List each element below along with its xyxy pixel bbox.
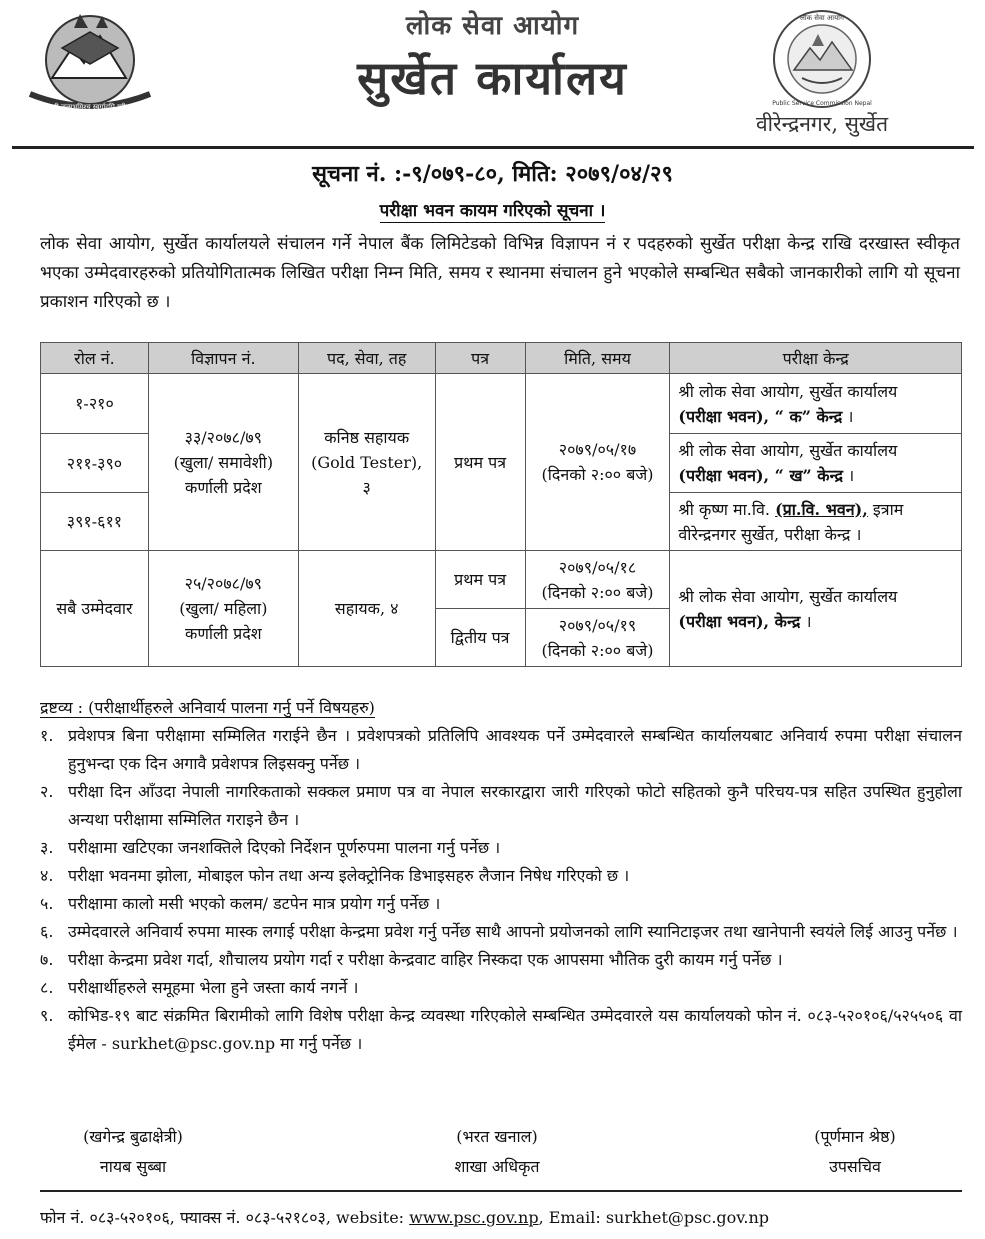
center-end: । xyxy=(843,466,855,485)
note-number: ५. xyxy=(40,894,54,913)
note-number: ९. xyxy=(40,1006,54,1025)
emblem-motto: जननी जन्मभूमिश्च स्वर्गादपि गरीयसी xyxy=(43,103,137,111)
list-item xyxy=(40,722,962,778)
note-text: प्रवेशपत्र बिना परीक्षामा सम्मिलित गराईने छैन । प्रवेशपत्रको प्रतिलिपि आवश्यक पर्ने उम्मेदवारले सम्बन्धित कार्यालयबाट अनिवार्य रुपमा परीक्षा संचालन हुनुभन्दा एक दिन अगावै प्रवेशपत्र लिइसक्नु पर्नेछ । xyxy=(68,726,962,773)
col-header-date-time: मिति, समय xyxy=(525,343,670,374)
footer-contact xyxy=(40,1206,962,1228)
exam-center xyxy=(670,434,962,493)
center-building xyxy=(678,463,953,488)
notice-number: सूचना नं. :-९/०७९-८०, मिति: २०७९/०४/२९ xyxy=(312,161,673,187)
center-building xyxy=(678,404,953,429)
post-level: ३ xyxy=(362,477,371,497)
exam-schedule-table xyxy=(40,342,962,667)
exam-date: २०७९/०५/१७ xyxy=(558,440,637,459)
note-number: २. xyxy=(40,782,54,801)
date-time-cell xyxy=(525,374,670,551)
note-number: ७. xyxy=(40,950,54,969)
center-end: । xyxy=(800,611,812,631)
psc-logo-top-text: लोक सेवा आयोग xyxy=(800,14,844,22)
center-name: श्री लोक सेवा आयोग, सुर्खेत कार्यालय xyxy=(678,441,898,460)
note-number: ८. xyxy=(40,978,54,997)
paper-cell: प्रथम पत्र xyxy=(435,551,525,609)
header-divider xyxy=(12,146,974,149)
ad-category: (खुला/ महिला) xyxy=(179,599,268,618)
list-item xyxy=(40,974,962,1002)
ad-province: कर्णाली प्रदेश xyxy=(185,624,262,643)
exam-time: (दिनको २:०० बजे) xyxy=(541,582,654,602)
notes-title xyxy=(40,696,375,718)
col-header-post: पद, सेवा, तह xyxy=(298,343,435,374)
note-text: परीक्षा दिन आँउदा नेपाली नागरिकताको सक्कल प्रमाण पत्र वा नेपाल सरकारद्वारा जारी गरिएको फोटो सहितको कुनै परिचय-पत्र सहित उपस्थित हुनुहोला अन्यथा परीक्षामा सम्मिलित गराइने छैन । xyxy=(68,782,962,829)
ad-number-cell xyxy=(148,374,298,551)
roll-range: ३९१-६११ xyxy=(41,493,149,551)
center-name xyxy=(678,497,953,522)
exam-date: २०७९/०५/१९ xyxy=(558,615,637,635)
exam-date: २०७९/०५/१८ xyxy=(558,557,637,577)
ad-number: ३३/२०७८/७९ xyxy=(184,427,262,447)
table-row xyxy=(41,374,962,434)
paper-cell: द्वितीय पत्र xyxy=(435,609,525,667)
roll-range: सबै उम्मेदवार xyxy=(41,551,149,667)
list-item xyxy=(40,778,962,834)
date-time-cell xyxy=(525,609,670,667)
post-cell xyxy=(298,374,435,551)
post-name: कनिष्ठ सहायक xyxy=(324,427,410,447)
footer-email: , Email: surkhet@psc.gov.np xyxy=(538,1208,770,1227)
center-name: श्री लोक सेवा आयोग, सुर्खेत कार्यालय xyxy=(678,586,898,606)
center-building-bold: (परीक्षा भवन), केन्द्र xyxy=(678,611,801,631)
col-header-roll: रोल नं. xyxy=(41,343,149,374)
table-row xyxy=(41,551,962,609)
note-text: परीक्षा भवनमा झोला, मोबाइल फोन तथा अन्य इलेक्ट्रोनिक डिभाइसहरु लैजान निषेध गरिएको छ । xyxy=(68,866,630,885)
signatory-title: शाखा अधिकृत xyxy=(454,1157,540,1176)
office-location: वीरेन्द्रनगर, सुर्खेत xyxy=(755,112,889,136)
signatory-title: नायब सुब्बा xyxy=(99,1157,167,1176)
note-number: ४. xyxy=(40,866,54,885)
center-end: । xyxy=(842,406,854,426)
center-address: वीरेन्द्रनगर सुर्खेत, परीक्षा केन्द्र । xyxy=(678,524,862,544)
note-number: १. xyxy=(40,726,54,745)
center-building-bold: (परीक्षा भवन), “ क” केन्द्र xyxy=(678,406,843,426)
notice-subject-text: परीक्षा भवन कायम गरिएको सूचना । xyxy=(379,201,606,221)
list-item xyxy=(40,834,962,862)
col-header-paper: पत्र xyxy=(435,343,525,374)
ad-category: (खुला/ समावेशी) xyxy=(173,452,274,472)
website-link[interactable]: www.psc.gov.np xyxy=(409,1208,539,1227)
footer-phone: फोन नं. ०८३-५२०१०६, फ्याक्स नं. ०८३-५२१८०३, website: xyxy=(40,1208,410,1227)
notice-subject xyxy=(0,198,985,221)
note-number: ६. xyxy=(40,922,54,941)
center-building-bold: (प्रा.वि. भवन), xyxy=(775,499,868,519)
date-time-cell xyxy=(525,551,670,609)
footer-divider xyxy=(40,1190,962,1192)
signature-block xyxy=(770,1122,940,1182)
notes-list xyxy=(40,722,962,1058)
signatory-name: (पूर्णमान श्रेष्ठ) xyxy=(814,1127,896,1146)
psc-logo-bottom-text: Public Service Commission Nepal xyxy=(772,100,872,107)
note-text: परीक्षा केन्द्रमा प्रवेश गर्दा, शौचालय प्रयोग गर्दा र परीक्षा केन्द्रवाट वाहिर निस्कदा एक आपसमा भौतिक दुरी कायम गर्नु पर्नेछ । xyxy=(68,950,783,969)
roll-range: १-२१० xyxy=(41,374,149,434)
note-number: ३. xyxy=(40,838,54,857)
center-building xyxy=(678,609,953,634)
signature-block xyxy=(412,1122,582,1182)
center-building-bold: (परीक्षा भवन), “ ख” केन्द्र xyxy=(678,466,844,485)
note-text: परीक्षामा कालो मसी भएको कलम/ डटपेन मात्र प्रयोग गर्नु पर्नेछ । xyxy=(68,894,441,913)
exam-center xyxy=(670,374,962,434)
exam-time: (दिनको २:०० बजे) xyxy=(541,640,654,660)
list-item xyxy=(40,862,962,890)
post-service: (Gold Tester), xyxy=(311,452,423,472)
signature-block xyxy=(48,1122,218,1182)
center-post: इत्राम xyxy=(867,499,904,519)
note-text: कोभिड-१९ बाट संक्रमित बिरामीको लागि विशेष परीक्षा केन्द्र व्यवस्था गरिएकोले सम्बन्धित उम्मेदवारले यस कार्यालयको फोन नं. ०८३-५२०१०६/५२५५०६ वा ईमेल - surkhet@psc.gov.np मा गर्नु पर्नेछ । xyxy=(68,1006,962,1053)
office-name: सुर्खेत कार्यालय xyxy=(357,51,628,105)
notes-title-text: द्रष्टव्य : (परीक्षार्थीहरुले अनिवार्य पालना गर्नु पर्ने विषयहरु) xyxy=(40,698,375,717)
center-pre: श्री कृष्ण मा.वि. xyxy=(678,499,776,519)
center-name: श्री लोक सेवा आयोग, सुर्खेत कार्यालय xyxy=(678,381,898,401)
list-item xyxy=(40,1002,962,1058)
note-text: परीक्षार्थीहरुले समूहमा भेला हुने जस्ता कार्य नगर्ने । xyxy=(68,978,359,997)
signatory-name: (भरत खनाल) xyxy=(456,1127,538,1146)
list-item xyxy=(40,890,962,918)
roll-range: २११-३९० xyxy=(41,434,149,493)
ad-province: कर्णाली प्रदेश xyxy=(185,477,262,497)
note-text: उम्मेदवारले अनिवार्य रुपमा मास्क लगाई परीक्षा केन्द्रमा प्रवेश गर्नु पर्नेछ साथै आपनो प्रयोजनको लागि स्यानिटाइजर तथा खानेपानी स्वयंले लिई आउनु पर्नेछ । xyxy=(68,922,958,941)
exam-center xyxy=(670,551,962,667)
psc-logo-icon xyxy=(766,8,878,110)
ad-number-cell xyxy=(148,551,298,667)
col-header-exam-center: परीक्षा केन्द्र xyxy=(670,343,962,374)
signatory-name: (खगेन्द्र बुढाक्षेत्री) xyxy=(83,1127,183,1146)
list-item xyxy=(40,946,962,974)
org-name: लोक सेवा आयोग xyxy=(405,11,580,41)
table-header-row xyxy=(41,343,962,374)
note-text: परीक्षामा खटिएका जनशक्तिले दिएको निर्देशन पूर्णरुपमा पालना गर्नु पर्नेछ । xyxy=(68,838,501,857)
exam-time: (दिनको २:०० बजे) xyxy=(541,465,654,484)
list-item xyxy=(40,918,962,946)
post-cell: सहायक, ४ xyxy=(298,551,435,667)
paper-cell: प्रथम पत्र xyxy=(435,374,525,551)
ad-number: २५/२०७८/७९ xyxy=(184,574,262,593)
signatory-title: उपसचिव xyxy=(829,1157,881,1176)
col-header-ad-no: विज्ञापन नं. xyxy=(148,343,298,374)
exam-center xyxy=(670,493,962,551)
notice-intro: लोक सेवा आयोग, सुर्खेत कार्यालयले संचालन गर्ने नेपाल बैंक लिमिटेडको विभिन्न विज्ञापन नं र पदहरुको सुर्खेत परीक्षा केन्द्र राखि दरखास्त स्वीकृत भएका उम्मेदवारहरुको प्रतियोगितात्मक लिखित परीक्षा निम्न मिति, समय र स्थानमा संचालन हुने भएकोले सम्बन्धित सबैको जानकारीको लागि यो सूचना प्रकाशन गरिएको छ । xyxy=(40,234,960,312)
